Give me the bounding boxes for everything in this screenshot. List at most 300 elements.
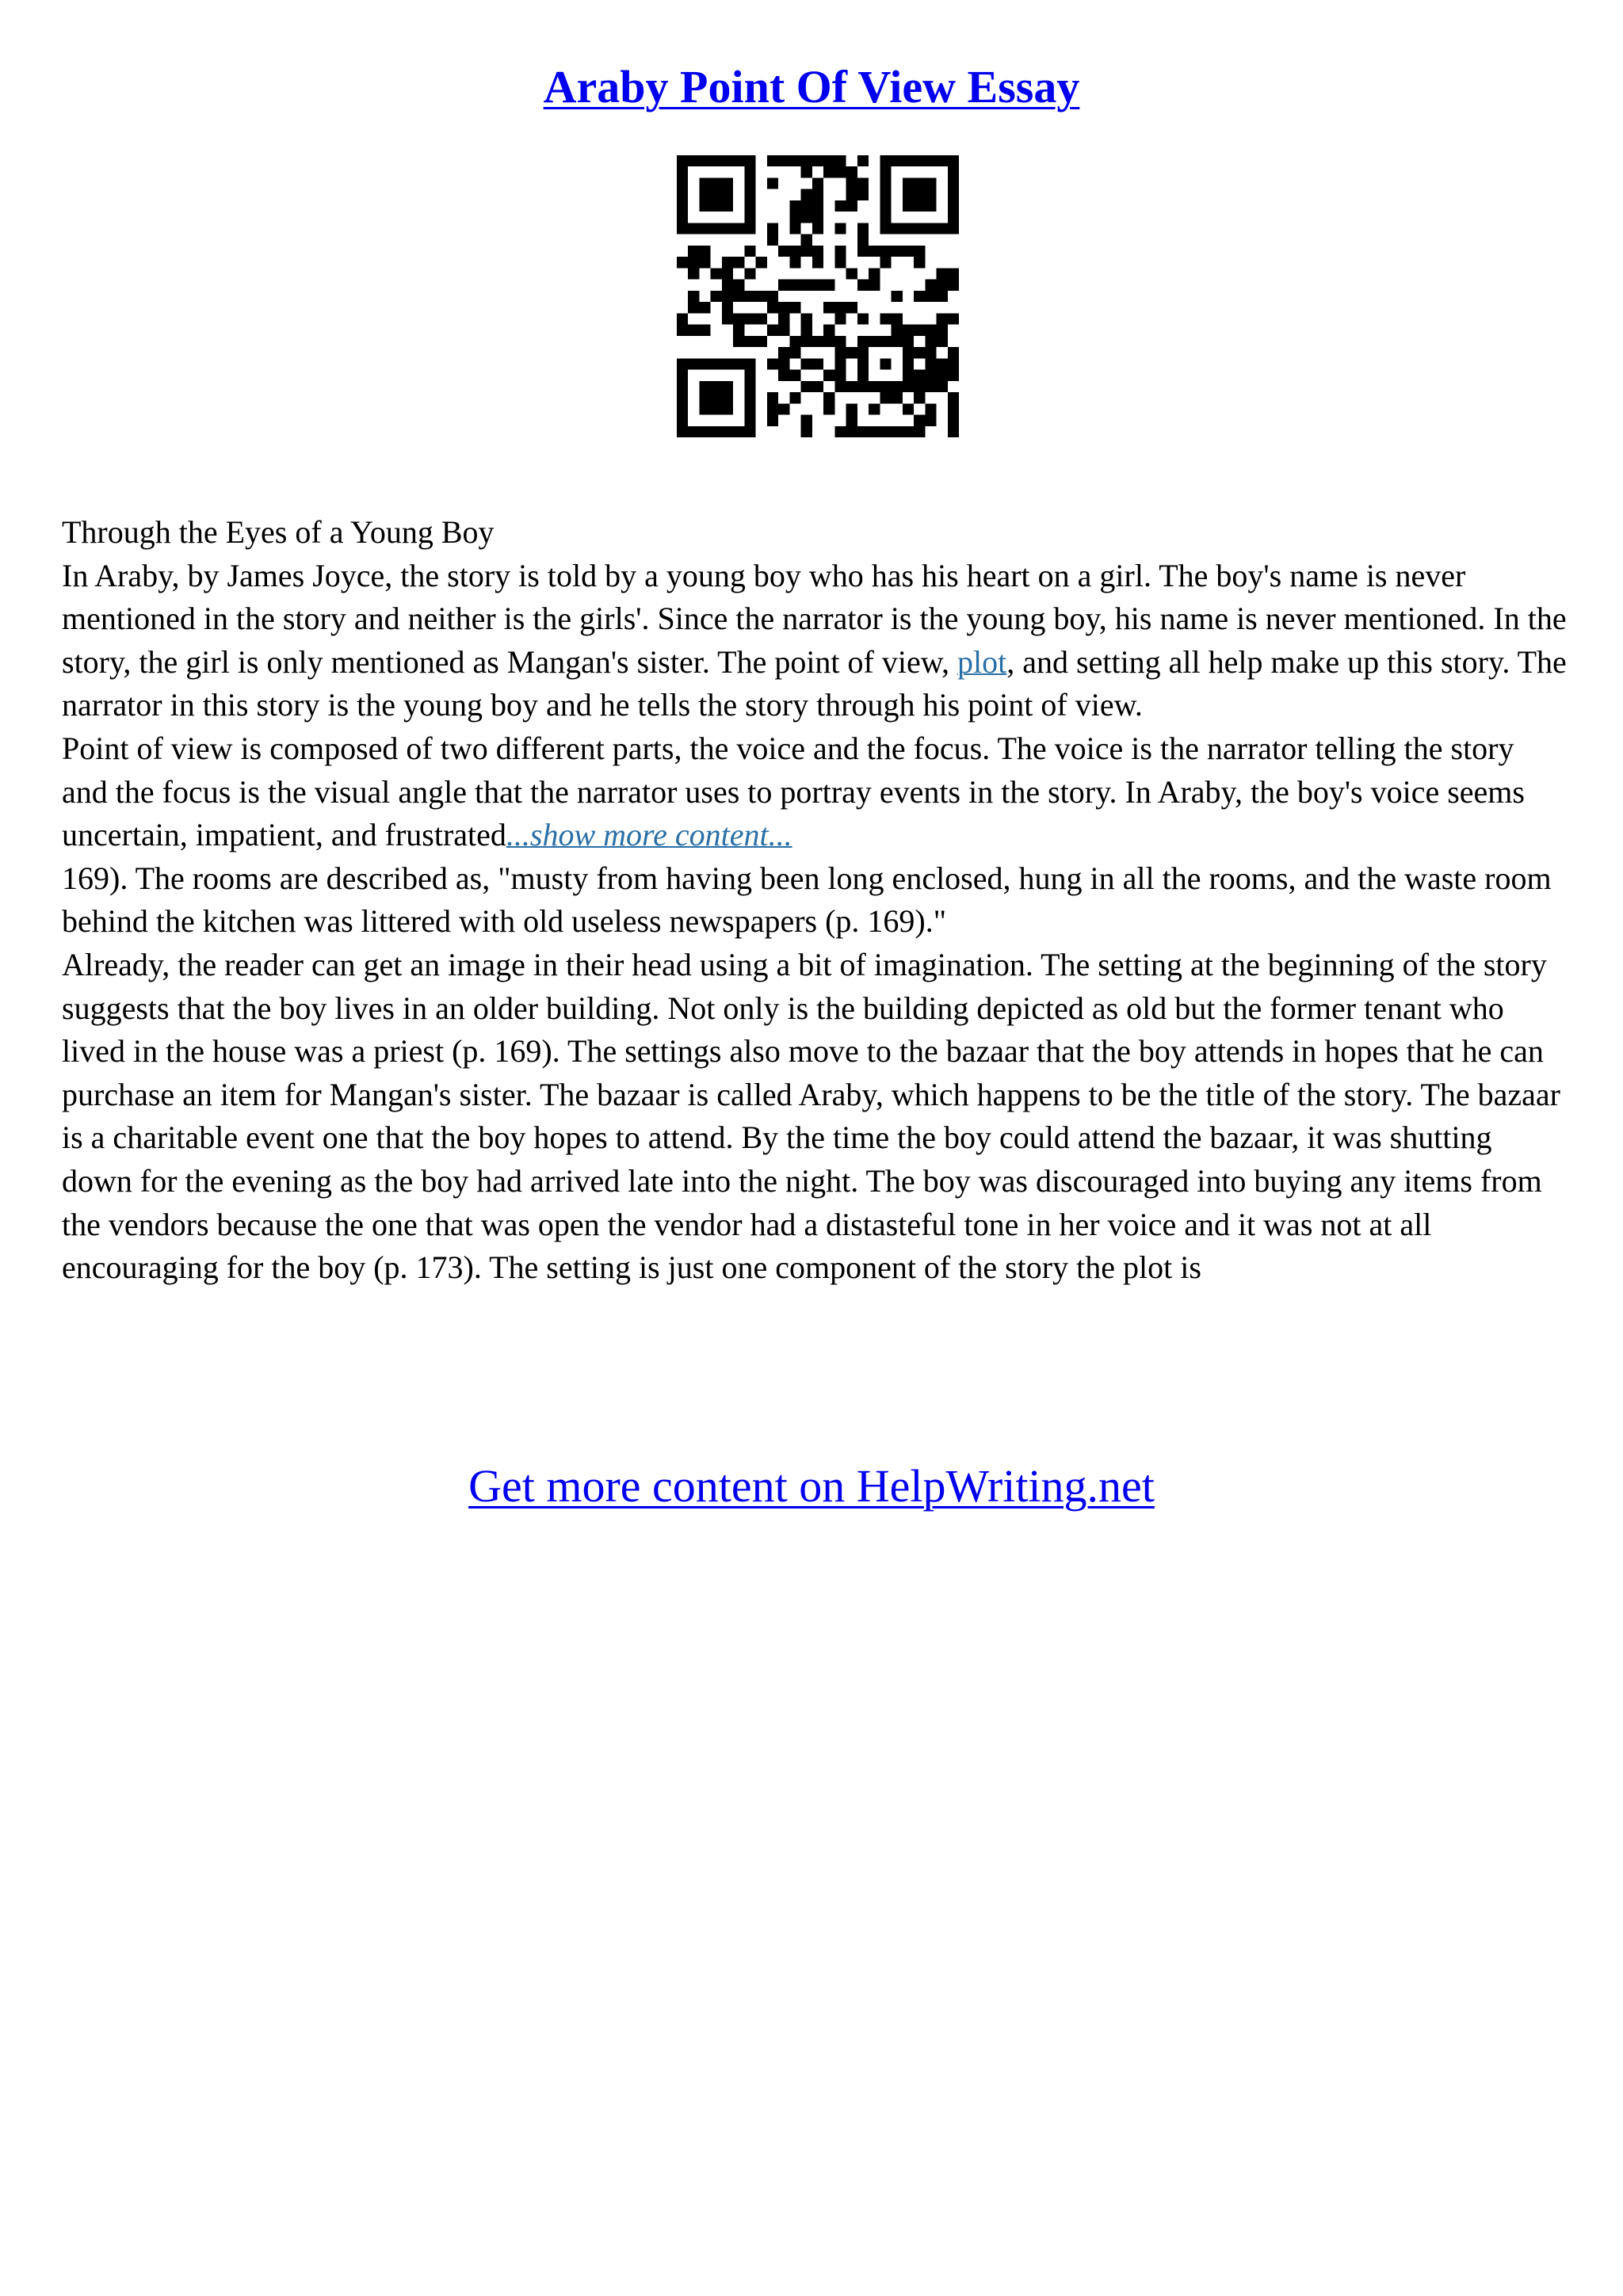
qr-module: [925, 336, 936, 347]
qr-module: [812, 155, 823, 166]
qr-module: [880, 166, 891, 177]
qr-module: [801, 336, 812, 347]
qr-module: [834, 302, 846, 313]
qr-module: [699, 426, 710, 437]
qr-module: [801, 358, 812, 369]
qr-module: [789, 347, 800, 358]
get-more-content-link[interactable]: Get more content on HelpWriting.net: [468, 1460, 1155, 1512]
qr-module: [711, 200, 722, 212]
qr-module: [914, 246, 925, 257]
qr-module: [880, 200, 891, 212]
qr-module: [948, 358, 959, 369]
qr-module: [869, 426, 880, 437]
qr-module: [778, 246, 789, 257]
qr-module: [892, 325, 903, 336]
qr-module: [892, 246, 903, 257]
qr-module: [823, 302, 834, 313]
qr-module: [722, 257, 733, 268]
qr-module: [914, 426, 925, 437]
qr-module: [925, 358, 936, 369]
qr-module: [869, 403, 880, 414]
qr-module: [948, 200, 959, 212]
qr-module: [699, 189, 710, 200]
qr-module: [834, 246, 846, 257]
qr-module: [711, 358, 722, 369]
qr-module: [937, 370, 948, 381]
qr-module: [801, 280, 812, 291]
qr-module: [925, 155, 936, 166]
qr-module: [789, 200, 800, 212]
qr-module: [789, 223, 800, 234]
qr-module: [892, 336, 903, 347]
qr-module: [733, 257, 744, 268]
qr-module: [823, 392, 834, 403]
qr-module: [677, 415, 688, 426]
qr-module: [857, 313, 869, 324]
qr-module: [677, 392, 688, 403]
qr-module: [677, 223, 688, 234]
qr-module: [812, 280, 823, 291]
qr-module: [925, 347, 936, 358]
qr-module: [823, 166, 834, 177]
qr-module: [744, 358, 755, 369]
qr-module: [857, 370, 869, 381]
qr-module: [834, 358, 846, 369]
qr-module: [925, 325, 936, 336]
qr-module: [744, 268, 755, 279]
qr-module: [744, 370, 755, 381]
qr-module: [677, 155, 688, 166]
qr-module: [925, 280, 936, 291]
qr-module: [699, 325, 710, 336]
qr-module: [880, 177, 891, 189]
qr-module: [789, 302, 800, 313]
qr-module: [801, 235, 812, 246]
qr-module: [903, 189, 914, 200]
qr-module: [925, 415, 936, 426]
qr-module: [789, 392, 800, 403]
qr-module: [722, 403, 733, 414]
qr-module: [688, 268, 699, 279]
qr-module: [834, 336, 846, 347]
qr-module: [801, 212, 812, 223]
qr-module: [846, 166, 857, 177]
qr-module: [846, 381, 857, 392]
qr-module: [767, 403, 778, 414]
qr-module: [846, 403, 857, 414]
qr-module: [744, 381, 755, 392]
qr-module: [846, 415, 857, 426]
qr-module: [903, 403, 914, 414]
qr-module: [834, 370, 846, 381]
qr-module: [925, 403, 936, 414]
qr-module: [722, 426, 733, 437]
qr-module: [744, 212, 755, 223]
qr-module: [948, 223, 959, 234]
qr-module: [722, 155, 733, 166]
qr-module: [677, 370, 688, 381]
qr-module: [699, 392, 710, 403]
qr-module: [812, 200, 823, 212]
qr-module: [869, 268, 880, 279]
qr-module: [677, 212, 688, 223]
qr-module: [711, 189, 722, 200]
qr-module: [869, 336, 880, 347]
qr-module: [846, 268, 857, 279]
qr-module: [948, 280, 959, 291]
qr-module: [880, 426, 891, 437]
qr-module: [812, 177, 823, 189]
qr-module: [892, 392, 903, 403]
qr-module: [688, 291, 699, 302]
qr-module: [925, 177, 936, 189]
qr-module: [914, 177, 925, 189]
qr-module: [688, 223, 699, 234]
qr-module: [857, 223, 869, 234]
qr-module: [778, 370, 789, 381]
qr-module: [744, 177, 755, 189]
qr-module: [925, 200, 936, 212]
qr-module: [892, 426, 903, 437]
qr-module: [948, 370, 959, 381]
qr-module: [857, 235, 869, 246]
qr-module: [733, 325, 744, 336]
qr-module: [823, 370, 834, 381]
qr-module: [733, 426, 744, 437]
qr-module: [914, 347, 925, 358]
qr-module: [823, 155, 834, 166]
qr-module: [903, 155, 914, 166]
qr-module: [937, 358, 948, 369]
qr-module: [677, 177, 688, 189]
qr-module: [699, 177, 710, 189]
qr-module: [948, 415, 959, 426]
qr-module: [699, 246, 710, 257]
qr-module: [948, 426, 959, 437]
qr-module: [914, 325, 925, 336]
plot-link[interactable]: plot: [957, 643, 1007, 680]
qr-module: [778, 155, 789, 166]
qr-module: [801, 415, 812, 426]
qr-module: [733, 336, 744, 347]
qr-module: [948, 189, 959, 200]
qr-module: [711, 268, 722, 279]
qr-module: [744, 313, 755, 324]
qr-module: [722, 313, 733, 324]
qr-module: [767, 358, 778, 369]
qr-module: [823, 280, 834, 291]
qr-module: [801, 246, 812, 257]
qr-module: [778, 325, 789, 336]
qr-module: [756, 291, 767, 302]
qr-module: [857, 155, 869, 166]
title-link[interactable]: Araby Point Of View Essay: [543, 61, 1080, 113]
qr-module: [789, 155, 800, 166]
qr-module: [869, 246, 880, 257]
qr-module: [722, 200, 733, 212]
qr-module: [756, 313, 767, 324]
qr-module: [925, 223, 936, 234]
qr-module: [948, 177, 959, 189]
qr-module: [892, 155, 903, 166]
qr-module: [948, 392, 959, 403]
qr-module: [699, 358, 710, 369]
footer: [0, 1455, 1623, 1518]
qr-module: [699, 223, 710, 234]
qr-module: [948, 212, 959, 223]
qr-module: [778, 358, 789, 369]
qr-module: [677, 381, 688, 392]
qr-module: [733, 291, 744, 302]
qr-module: [722, 223, 733, 234]
qr-module: [823, 336, 834, 347]
qr-module: [688, 257, 699, 268]
qr-module: [744, 403, 755, 414]
qr-module: [789, 212, 800, 223]
qr-module: [711, 403, 722, 414]
qr-module: [834, 223, 846, 234]
qr-module: [688, 358, 699, 369]
qr-module: [699, 381, 710, 392]
qr-module: [767, 392, 778, 403]
qr-module: [937, 268, 948, 279]
qr-module: [846, 302, 857, 313]
qr-module: [857, 347, 869, 358]
qr-module: [722, 392, 733, 403]
qr-module: [937, 381, 948, 392]
qr-module: [801, 189, 812, 200]
qr-module: [834, 313, 846, 324]
essay-text: In Araby, by James Joyce, the story is told by a young boy who has his heart on a girl. The boy's name is never mentioned in the story and neither is the girls'. Since the narrator is the young boy, his name is never mentioned. In the story, the girl is only mentioned as Mangan's sister. The point of view,: [62, 557, 1567, 680]
qr-module: [767, 235, 778, 246]
qr-module: [744, 223, 755, 234]
qr-module: [857, 358, 869, 369]
qr-module: [937, 280, 948, 291]
qr-module: [722, 177, 733, 189]
qr-module: [880, 246, 891, 257]
qr-module: [789, 257, 800, 268]
qr-module: [722, 268, 733, 279]
qr-module: [744, 426, 755, 437]
qr-module: [903, 223, 914, 234]
qr-module: [846, 189, 857, 200]
qr-module: [914, 291, 925, 302]
qr-module: [937, 325, 948, 336]
qr-module: [823, 325, 834, 336]
qr-module: [677, 166, 688, 177]
qr-module: [834, 257, 846, 268]
qr-module: [834, 200, 846, 212]
qr-module: [767, 302, 778, 313]
qr-module: [834, 155, 846, 166]
qr-module: [677, 189, 688, 200]
qr-module: [937, 313, 948, 324]
qr-module: [892, 313, 903, 324]
qr-module: [778, 403, 789, 414]
qr-module: [880, 392, 891, 403]
qr-module: [812, 223, 823, 234]
qr-module: [880, 358, 891, 369]
qr-module: [677, 313, 688, 324]
qr-module: [948, 347, 959, 358]
qr-module: [914, 200, 925, 212]
qr-module: [744, 392, 755, 403]
qr-module: [789, 336, 800, 347]
qr-module: [857, 280, 869, 291]
qr-module: [903, 426, 914, 437]
qr-module: [812, 246, 823, 257]
qr-module: [677, 403, 688, 414]
qr-module: [778, 313, 789, 324]
qr-module: [914, 223, 925, 234]
qr-module: [801, 325, 812, 336]
qr-module: [677, 200, 688, 212]
qr-module: [846, 347, 857, 358]
qr-module: [880, 313, 891, 324]
qr-module: [914, 381, 925, 392]
qr-module: [903, 358, 914, 369]
qr-module: [925, 381, 936, 392]
qr-module: [903, 177, 914, 189]
qr-module: [880, 336, 891, 347]
qr-module: [767, 415, 778, 426]
qr-module: [857, 336, 869, 347]
qr-module: [937, 223, 948, 234]
qr-module: [801, 155, 812, 166]
qr-module: [756, 336, 767, 347]
qr-module: [778, 280, 789, 291]
qr-module: [812, 381, 823, 392]
qr-module: [722, 280, 733, 291]
qr-module: [914, 257, 925, 268]
qr-module: [688, 155, 699, 166]
qr-module: [767, 223, 778, 234]
qr-module: [937, 155, 948, 166]
qr-module: [834, 347, 846, 358]
essay-paragraph: [62, 727, 1568, 857]
qr-module: [744, 189, 755, 200]
qr-module: [677, 325, 688, 336]
qr-module: [801, 166, 812, 177]
qr-module: [914, 189, 925, 200]
essay-text: , and setting all help make up this story. The narrator in this story is the young boy and he tells the story through his point of view.: [62, 643, 1567, 723]
qr-module: [711, 426, 722, 437]
qr-module: [711, 392, 722, 403]
qr-module: [688, 302, 699, 313]
qr-module: [778, 302, 789, 313]
essay-paragraph: [62, 555, 1568, 727]
qr-module: [677, 257, 688, 268]
qr-module: [722, 189, 733, 200]
qr-module: [892, 291, 903, 302]
essay-text: Point of view is composed of two different parts, the voice and the focus. The voice is the narrator telling the story and the focus is the visual angle that the narrator uses to portray events in the story. In Araby, the boy's voice seems uncertain, impatient, and frustrated: [62, 730, 1525, 853]
qr-module: [925, 189, 936, 200]
qr-module: [722, 291, 733, 302]
qr-code-icon: [677, 155, 959, 437]
qr-module: [880, 212, 891, 223]
qr-module: [711, 223, 722, 234]
qr-module: [744, 166, 755, 177]
qr-module: [688, 325, 699, 336]
qr-module: [880, 381, 891, 392]
qr-module: [903, 246, 914, 257]
qr-module: [812, 189, 823, 200]
qr-module: [711, 155, 722, 166]
qr-module: [834, 426, 846, 437]
qr-module: [846, 426, 857, 437]
qr-module: [880, 155, 891, 166]
qr-module: [789, 246, 800, 257]
qr-module: [733, 313, 744, 324]
qr-module: [711, 177, 722, 189]
qr-module: [756, 257, 767, 268]
qr-module: [857, 189, 869, 200]
qr-module: [880, 189, 891, 200]
qr-module: [834, 381, 846, 392]
qr-module: [903, 200, 914, 212]
qr-module: [688, 426, 699, 437]
show-more-link[interactable]: ...show more content...: [506, 817, 792, 853]
qr-module: [937, 291, 948, 302]
qr-module: [869, 381, 880, 392]
qr-module: [744, 336, 755, 347]
qr-module: [914, 155, 925, 166]
qr-module: [925, 370, 936, 381]
qr-module: [857, 177, 869, 189]
qr-module: [767, 177, 778, 189]
qr-module: [744, 155, 755, 166]
qr-module: [801, 313, 812, 324]
qr-module: [688, 246, 699, 257]
qr-module: [857, 426, 869, 437]
qr-module: [846, 177, 857, 189]
qr-module: [903, 381, 914, 392]
qr-module: [744, 291, 755, 302]
qr-module: [869, 280, 880, 291]
qr-module: [812, 212, 823, 223]
qr-module: [914, 370, 925, 381]
qr-module: [903, 347, 914, 358]
qr-module: [812, 336, 823, 347]
qr-module: [733, 280, 744, 291]
qr-module: [925, 291, 936, 302]
qr-module: [711, 291, 722, 302]
qr-module: [948, 155, 959, 166]
qr-module: [914, 415, 925, 426]
qr-module: [778, 347, 789, 358]
qr-module: [948, 403, 959, 414]
qr-module: [823, 403, 834, 414]
essay-paragraph: 169). The rooms are described as, "musty from having been long enclosed, hung in all the rooms, and the waste room behind the kitchen was littered with old useless newspapers (p. 169).": [62, 860, 1552, 940]
qr-module: [699, 200, 710, 212]
qr-module: [733, 358, 744, 369]
qr-module: [857, 381, 869, 392]
qr-module: [948, 313, 959, 324]
qr-module: [722, 358, 733, 369]
qr-module: [789, 370, 800, 381]
qr-module: [677, 426, 688, 437]
qr-module: [812, 358, 823, 369]
qr-module: [914, 392, 925, 403]
qr-module: [846, 200, 857, 212]
qr-module: [722, 381, 733, 392]
qr-module: [903, 370, 914, 381]
qr-module: [880, 257, 891, 268]
qr-module: [677, 358, 688, 369]
qr-module: [722, 302, 733, 313]
qr-module: [812, 257, 823, 268]
qr-module: [767, 291, 778, 302]
